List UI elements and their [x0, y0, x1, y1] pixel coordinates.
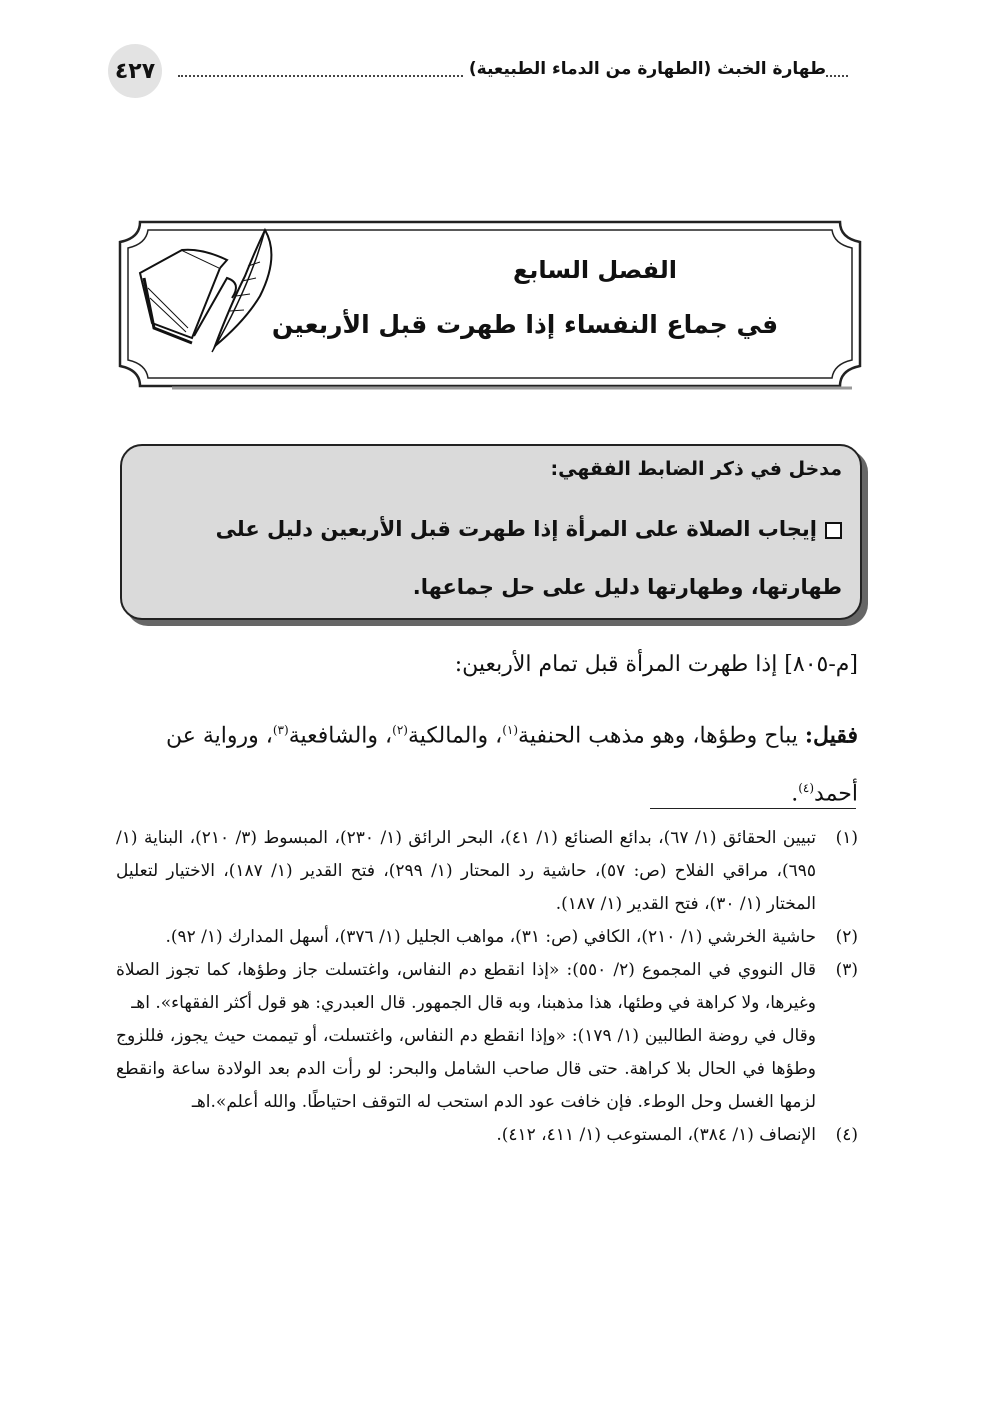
opinion-text: ، ورواية عن أحمد — [165, 723, 858, 807]
footnote-text: تبيين الحقائق (١/ ٦٧)، بدائع الصنائع (١/ ٤١)، البحر الرائق (١/ ٢٣٠)، المبسوط (٣/ ٢١٠)، البناية (١/ ٦٩٥)، مراقي الفلاح (ص: ٥٧)، حاشية رد المحتار (١/ ٢٩٩)، فتح القدير (١/ ١٨٧)، الاختيار لتعليل المختار (١/ ٣٠)، فتح القدير (١/ ١٨٧). — [116, 828, 816, 914]
title-leader-dots — [826, 61, 848, 77]
chapter-frame — [112, 218, 868, 390]
checkbox-icon — [825, 522, 842, 539]
footnote-text: وقال في روضة الطالبين (١/ ١٧٩): «وإذا انقطع دم النفاس، واغتسلت، أو تيممت حيث يجوز، فللزوج وطؤها في الحال بلا كراهة. حتى قال صاحب الشامل والبحر: لو رأت الدم بعد الولادة ساعة وانقطع لزمها الغسل وحل الوطء. فإن خافت عود الدم استحب له التوقف احتياطًا. والله أعلم».اهـ — [116, 1026, 816, 1112]
footnote-text: حاشية الخرشي (١/ ٢١٠)، الكافي (ص: ٣١)، مواهب الجليل (١/ ٣٧٦)، أسهل المدارك (١/ ٩٢). — [165, 927, 816, 947]
opinion-lead: فقيل: — [804, 722, 858, 749]
footnote-number: (٢) — [835, 927, 858, 947]
footnote-number: (١) — [835, 828, 858, 848]
intro-heading: مدخل في ذكر الضابط الفقهي: — [550, 458, 842, 480]
footnote — [116, 954, 858, 1119]
opinion-text: ، والشافعية — [288, 723, 393, 749]
footnote-text: قال النووي في المجموع (٢/ ٥٥٠): «إذا انقطع دم النفاس، واغتسلت جاز وطؤها، كما تجوز الصلاة وغيرها، ولا كراهة في وطئها، هذا مذهبنا، وبه قال الجمهور. قال العبدري: هو قول أكثر الفقهاء». اهـ — [116, 960, 816, 1013]
footnote-number: (٤) — [835, 1125, 858, 1145]
opinion-paragraph — [116, 704, 858, 821]
footnotes — [116, 822, 858, 1152]
chapter-subtitle: في جماع النفساء إذا طهرت قبل الأربعين — [271, 310, 779, 339]
footnote-ref: (٢) — [392, 723, 408, 737]
footnote-ref: (٤) — [798, 781, 815, 796]
footnote-divider — [650, 808, 856, 809]
issue-line: [م-٨٠٥] إذا طهرت المرأة قبل تمام الأربعين: — [454, 652, 858, 677]
running-title-text: طهارة الخبث (الطهارة من الدماء الطبيعية) — [468, 59, 826, 79]
intro-rule — [132, 500, 842, 616]
opinion-text: ، والمالكية — [407, 723, 503, 749]
fiqh-rule-box — [120, 444, 862, 620]
title-leader-dots — [178, 61, 463, 77]
footnote-text: الإنصاف (١/ ٣٨٤)، المستوعب (١/ ٤١١، ٤١٢). — [496, 1125, 816, 1145]
opinion-text: . — [791, 781, 799, 807]
footnote-ref: (١) — [502, 723, 519, 737]
page-header — [108, 44, 848, 100]
footnote — [116, 1119, 858, 1152]
footnote-ref: (٣) — [272, 723, 289, 737]
intro-rule-text: إيجاب الصلاة على المرأة إذا طهرت قبل الأربعين دليل على طهارتها، وطهارتها دليل على حل جماعها. — [215, 517, 842, 599]
footnote-number: (٣) — [835, 960, 858, 980]
running-title — [172, 54, 848, 84]
footnote — [116, 822, 858, 921]
footnote — [116, 921, 858, 954]
page-number: ٤٢٧ — [108, 44, 162, 98]
chapter-title: الفصل السابع — [512, 256, 677, 284]
opinion-text: يباح وطؤها، وهو مذهب الحنفية — [518, 723, 805, 749]
